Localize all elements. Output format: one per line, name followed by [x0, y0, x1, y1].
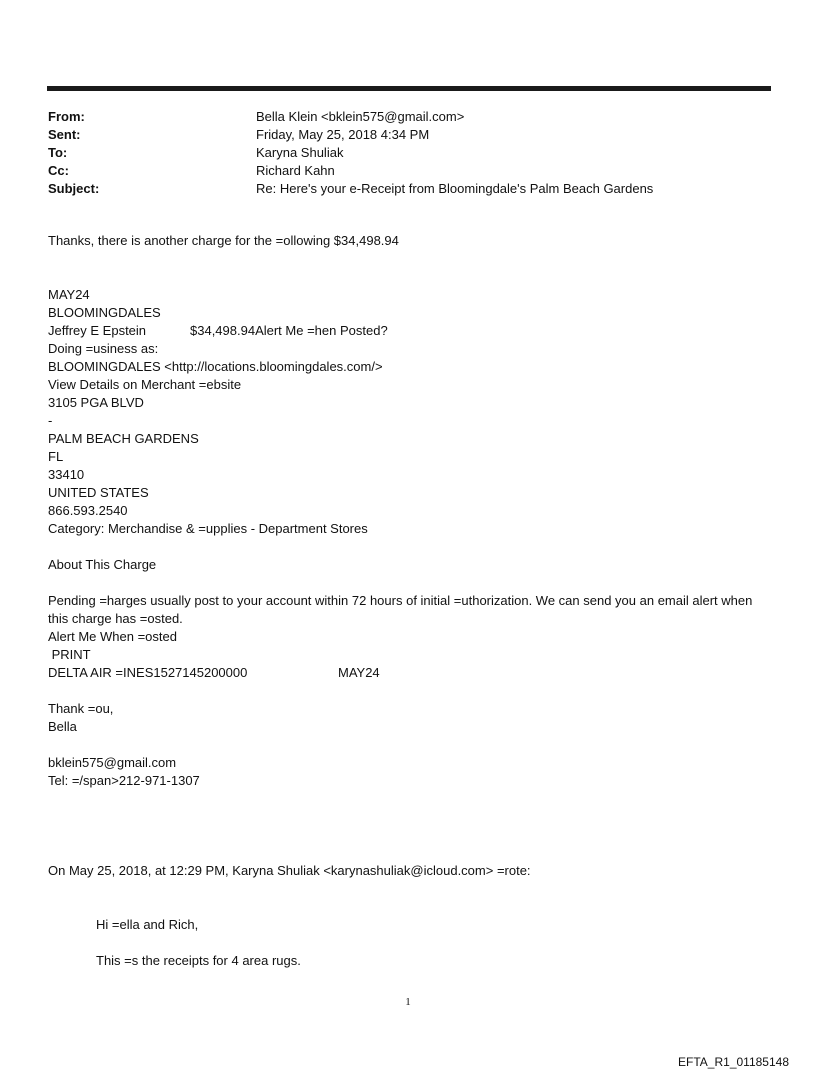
print-link[interactable]: PRINT	[48, 647, 91, 662]
cc-label: Cc:	[48, 163, 69, 178]
intro-text: Thanks, there is another charge for the =ollowing $34,498.94	[48, 233, 399, 248]
merchant-category: Category: Merchandise & =upplies - Department Stores	[48, 521, 368, 536]
quote-header: On May 25, 2018, at 12:29 PM, Karyna Shuliak <karynashuliak@icloud.com> =rote:	[48, 863, 531, 878]
delta-code: DELTA AIR =INES1527145200000	[48, 665, 248, 680]
signature-email[interactable]: bklein575@gmail.com	[48, 755, 177, 770]
from-value: Bella Klein <bklein575@gmail.com>	[256, 109, 465, 124]
address-dash: -	[48, 413, 53, 428]
pending-text: Pending =harges usually post to your account within 72 hours of initial =uthorization. We can send you an email alert when this charge has =osted.	[48, 593, 753, 626]
delta-row	[48, 664, 768, 682]
sent-row	[48, 126, 768, 144]
sent-value: Friday, May 25, 2018 4:34 PM	[256, 127, 430, 142]
cardholder-name: Jeffrey E Epstein	[48, 323, 147, 338]
closing-thanks: Thank =ou,	[48, 701, 114, 716]
cc-value: Richard Kahn	[256, 163, 335, 178]
from-row	[48, 108, 768, 126]
charge-date: MAY24	[48, 287, 90, 302]
subject-label: Subject:	[48, 181, 100, 196]
merchant-link[interactable]: BLOOMINGDALES <http://locations.bloomingdales.com/>	[48, 359, 383, 374]
signature-tel: Tel: =/span>212-971-1307	[48, 773, 200, 788]
to-row	[48, 144, 768, 162]
email-body	[48, 232, 768, 970]
quote-greeting: Hi =ella and Rich,	[96, 917, 199, 932]
cc-row	[48, 162, 768, 180]
quote-line: This =s the receipts for 4 area rugs.	[96, 953, 301, 968]
merchant-phone: 866.593.2540	[48, 503, 128, 518]
view-details-link[interactable]: View Details on Merchant =ebsite	[48, 377, 242, 392]
charge-amount: $34,498.94Alert Me =hen Posted?	[190, 323, 388, 338]
merchant-country: UNITED STATES	[48, 485, 149, 500]
email-header	[48, 108, 768, 198]
cardholder-row	[48, 322, 768, 340]
merchant-address: 3105 PGA BLVD	[48, 395, 144, 410]
dba-label: Doing =usiness as:	[48, 341, 159, 356]
from-label: From:	[48, 109, 85, 124]
merchant-name: BLOOMINGDALES	[48, 305, 161, 320]
merchant-state: FL	[48, 449, 64, 464]
to-label: To:	[48, 145, 68, 160]
subject-value: Re: Here's your e-Receipt from Bloomingdale's Palm Beach Gardens	[256, 181, 654, 196]
merchant-city: PALM BEACH GARDENS	[48, 431, 199, 446]
subject-row	[48, 180, 768, 198]
merchant-zip: 33410	[48, 467, 85, 482]
alert-link[interactable]: Alert Me When =osted	[48, 629, 177, 644]
page-number: 1	[405, 996, 411, 1008]
about-heading: About This Charge	[48, 557, 157, 572]
header-divider	[47, 86, 771, 91]
sent-label: Sent:	[48, 127, 81, 142]
signature-name: Bella	[48, 719, 77, 734]
delta-date: MAY24	[338, 665, 380, 680]
to-value: Karyna Shuliak	[256, 145, 344, 160]
document-id: EFTA_R1_01185148	[678, 1055, 789, 1069]
